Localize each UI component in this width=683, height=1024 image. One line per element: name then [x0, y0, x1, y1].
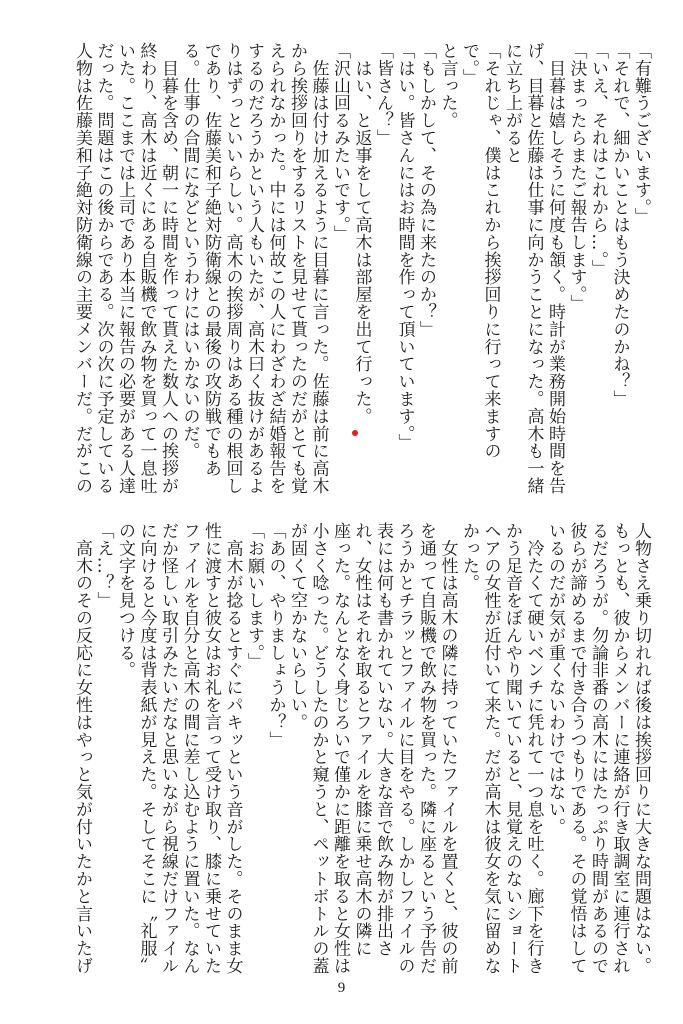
text-column: の文字を見つける。	[115, 522, 135, 679]
text-column: もっとも、彼からメンバーに連絡が行き取調室に連行され	[609, 522, 630, 975]
text-column: 座った。なんとなく身じろいで僅かに距離を取ると女性は	[330, 522, 350, 975]
text-column: えられなかった。中には何故この人にわざわざ結婚報告を	[265, 42, 286, 495]
text-column: 高木のその反応に女性はやっと気が付いたかと言いたげ	[72, 522, 92, 975]
text-column: 「いえ、それはこれから…。」	[588, 42, 608, 278]
text-column: だか怪しい取引みたいだなと思いながら視線だけファイル	[158, 522, 178, 975]
text-column: 「皆さん？」	[373, 42, 393, 147]
text-column: に立ち上がると	[502, 42, 522, 164]
page-number: 9	[337, 980, 346, 996]
text-column: る。仕事の合間になどというわけにはいかないのだ。	[179, 42, 200, 460]
text-column: るだろうが。勿論非番の高木にはたっぷり時間があるので	[588, 522, 608, 975]
text-column: が固くて空かないらしい。	[287, 522, 307, 731]
lower-text-block	[71, 522, 652, 975]
text-column: 人物さえ乗り切れれば後は挨拶回りに大きな問題はない。	[631, 522, 651, 975]
text-column: と言った。	[437, 42, 458, 129]
text-column: 性に渡すと彼女はお礼を言って受け取り、膝に乗せていた	[201, 522, 221, 975]
text-column: 人物は佐藤美和子絶対防衛線の主要メンバーだ。だがこの	[72, 42, 92, 495]
text-column: ヘアの女性が近付いて来た。だが高木は彼女を気に留めな	[480, 522, 501, 975]
text-column: いるのだが気が重くないわけではない。	[545, 522, 565, 836]
text-column: 小さく唸った。どうしたのかと窺うと、ペットボトルの蓋	[308, 522, 329, 975]
text-column: 「決まったらまたご報告します。」	[566, 42, 587, 312]
text-column: れ、女性はそれを取るとファイルを膝に乗せ高木の隣に	[351, 522, 372, 957]
text-column: 目暮を含め、朝一に時間を作って貰えた数人への挨拶が	[158, 42, 178, 495]
text-column: を通って自販機で飲み物を買った。隣に座るという予告だ	[416, 522, 436, 975]
text-column: 「もしかして、その為に来たのか？」	[416, 42, 436, 338]
text-column: 冷たくて硬いベンチに凭れて一つ息を吐く。廊下を行き	[523, 522, 544, 975]
text-column: かった。	[459, 522, 479, 592]
text-column: 「沢山回るみたいです。」	[330, 42, 350, 243]
text-column: 「有難うございます。」	[631, 42, 651, 225]
text-column: 「はい。皆さんにはお時間を作って頂いています。」	[394, 42, 415, 452]
text-column: 「それじゃ、僕はこれから挨拶回りに行って来ますの	[480, 42, 501, 460]
upper-text-block	[71, 42, 652, 495]
text-column: 高木が捻るとすぐにパキッという音がした。そのまま女	[222, 522, 243, 975]
text-column: から挨拶回りをするリストを見せて貰ったのだがとても覚	[287, 42, 307, 495]
text-column: 「お願いします。」	[244, 522, 264, 671]
text-column: 「それで、細かいことはもう決めたのかね？」	[609, 42, 630, 408]
text-column: ファイルを自分と高木の間に差し込むように置いた。なん	[179, 522, 200, 975]
text-column: 佐藤は付け加えるように目暮に言った。佐藤は前に高木	[308, 42, 329, 495]
text-column: いた。ここまでは上司であり本当に報告の必要がある人達	[115, 42, 135, 495]
text-column: ろうかとチラッとファイルに目をやる。しかしファイルの	[394, 522, 415, 975]
text-column: りはずっといいらしい。高木の挨拶周りはある種の根回し	[222, 42, 243, 495]
text-column: 女性は高木の隣に持っていたファイルを置くと、彼の前	[437, 522, 458, 975]
text-column: に向けると今度は背表紙が見えた。そしてそこに〝礼服〟	[136, 522, 157, 975]
text-column: であり、佐藤美和子絶対防衛線との最後の攻防戦でもあ	[201, 42, 221, 477]
text-column: で。」	[459, 42, 479, 86]
text-column: だった。問題はこの後からである。次の次に予定している	[93, 42, 114, 495]
red-marker-dot	[352, 430, 358, 436]
text-column: 終わり、高木は近くにある自販機で飲み物を買って一息吐	[136, 42, 157, 495]
text-column: げ、目暮と佐藤は仕事に向かうことになった。高木も一緒	[523, 42, 544, 495]
text-column: 「え…？」	[93, 522, 114, 609]
text-column: かう足音をぼんやり聞いていると、見覚えのないショート	[502, 522, 522, 975]
text-column: 表には何も書かれていない。大きな音で飲み物が排出さ	[373, 522, 393, 957]
text-column: 「あの、やりましょうか？」	[265, 522, 286, 749]
text-column: はい、と返事をして高木は部屋を出て行った。	[351, 42, 372, 425]
text-column: 目暮は嬉しそうに何度も頷く。時計が業務開始時間を告	[545, 42, 565, 495]
text-column: 彼らが諦めるまで付き合うつもりである。その覚悟はして	[566, 522, 587, 975]
text-column: するのだろうかという人もいたが、高木曰く抜けがあるよ	[244, 42, 264, 495]
